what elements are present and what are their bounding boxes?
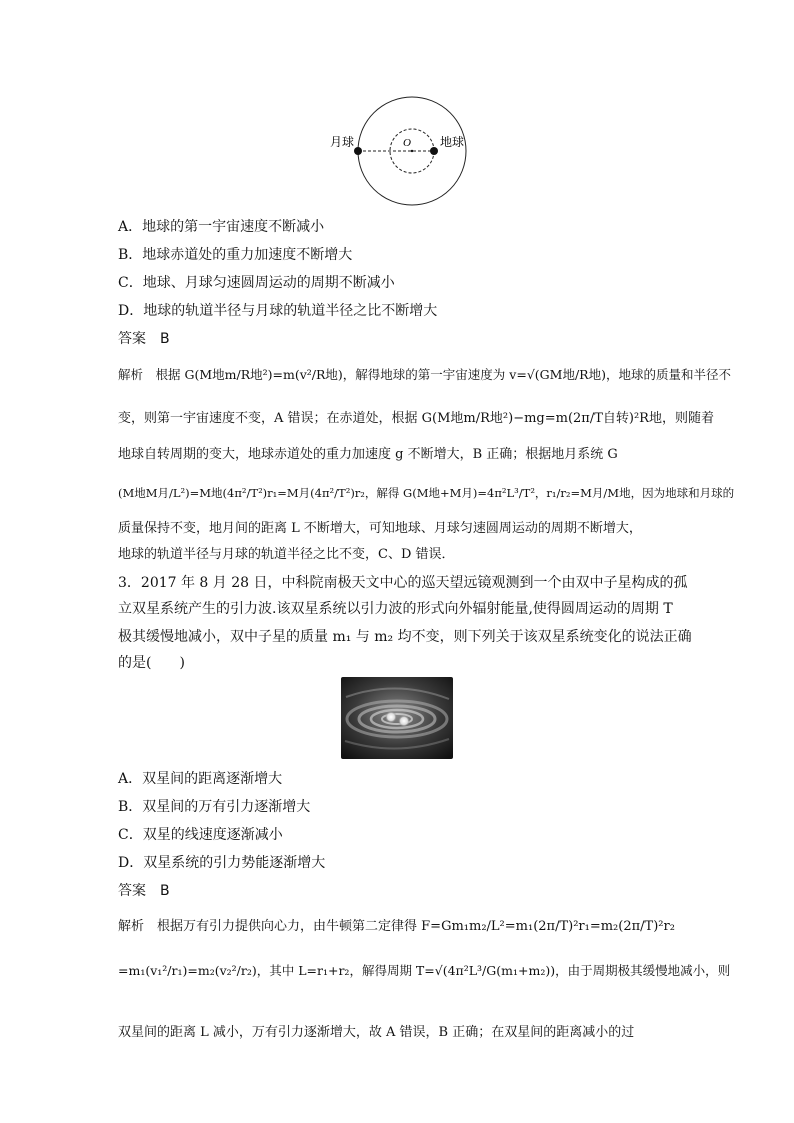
moon-label: 月球 [330, 135, 355, 149]
orbit-diagram [320, 96, 480, 206]
q2-analysis-text-1: 根据 G(M地m/R地²)=m(v²/R地)，解得地球的第一宇宙速度为 v=√(GM地/R地)，地球的质量和半径不 [155, 367, 731, 382]
q2-analysis-line-5: 质量保持不变，地月间的距离 L 不断增大，可知地球、月球匀速圆周运动的周期不断增大， [118, 521, 642, 536]
center-dot [411, 150, 413, 152]
q3-option-d: D．双星系统的引力势能逐渐增大 [118, 855, 326, 871]
q2-analysis-line-1 [118, 366, 731, 384]
q2-analysis-line-2: 变，则第一宇宙速度不变，A 错误；在赤道处，根据 G(M地m/R地²)−mg=m(2π/T自转)²R地，则随着 [118, 411, 714, 426]
q2-analysis-line-6: 地球的轨道半径与月球的轨道半径之比不变，C、D 错误． [118, 547, 455, 562]
q3-option-a: A．双星间的距离逐渐增大 [118, 771, 283, 787]
q2-option-a: A．地球的第一宇宙速度不断减小 [118, 219, 325, 235]
moon-dot [354, 147, 362, 155]
q3-stem-line-4: 的是( ) [118, 655, 185, 671]
neutron-star-2 [398, 715, 410, 727]
q3-analysis-line-1 [118, 918, 675, 936]
earth-label: 地球 [440, 135, 465, 149]
q2-analysis-label: 解析 [118, 367, 144, 382]
earth-dot [430, 147, 438, 155]
q3-option-c: C．双星的线速度逐渐减小 [118, 827, 283, 843]
q3-analysis-label: 解析 [118, 919, 145, 934]
center-label: O [403, 137, 411, 149]
gravitational-wave-image [341, 677, 453, 759]
q2-analysis-line-4: (M地M月/L²)=M地(4π²/T²)r₁=M月(4π²/T²)r₂，解得 G(M地+M月)=4π²L³/T²，r₁/r₂=M月/M地，因为地球和月球的 [118, 486, 735, 500]
q3-option-b: B．双星间的万有引力逐渐增大 [118, 799, 311, 815]
q3-stem-line-2: 立双星系统产生的引力波.该双星系统以引力波的形式向外辐射能量,使得圆周运动的周期 T [118, 601, 673, 617]
neutron-star-1 [385, 711, 397, 723]
q3-answer: 答案 B [118, 883, 170, 899]
q3-analysis-line-3: 双星间的距离 L 减小，万有引力逐渐增大，故 A 错误，B 正确；在双星间的距离减小的过 [118, 1025, 635, 1040]
q3-stem-line-3: 极其缓慢地减小，双中子星的质量 m₁ 与 m₂ 均不变，则下列关于该双星系统变化的说法正确 [118, 629, 692, 645]
q2-option-c: C．地球、月球匀速圆周运动的周期不断减小 [118, 275, 395, 291]
q3-stem-line-1: 3．2017 年 8 月 28 日，中科院南极天文中心的巡天望远镜观测到一个由双中子星构成的孤 [118, 575, 688, 591]
q2-answer: 答案 B [118, 331, 170, 347]
q2-analysis-line-3: 地球自转周期的变大，地球赤道处的重力加速度 g 不断增大，B 正确；根据地月系统 G [118, 447, 618, 462]
q2-option-b: B．地球赤道处的重力加速度不断增大 [118, 247, 353, 263]
q2-option-d: D．地球的轨道半径与月球的轨道半径之比不断增大 [118, 303, 438, 319]
q3-analysis-text-1: 根据万有引力提供向心力，由牛顿第二定律得 F=Gm₁m₂/L²=m₁(2π/T)²r₁=m₂(2π/T)²r₂ [157, 919, 675, 934]
q3-analysis-line-2: =m₁(v₁²/r₁)=m₂(v₂²/r₂)，其中 L=r₁+r₂，解得周期 T=√(4π²L³/G(m₁+m₂))，由于周期极其缓慢地减小，则 [118, 963, 731, 978]
